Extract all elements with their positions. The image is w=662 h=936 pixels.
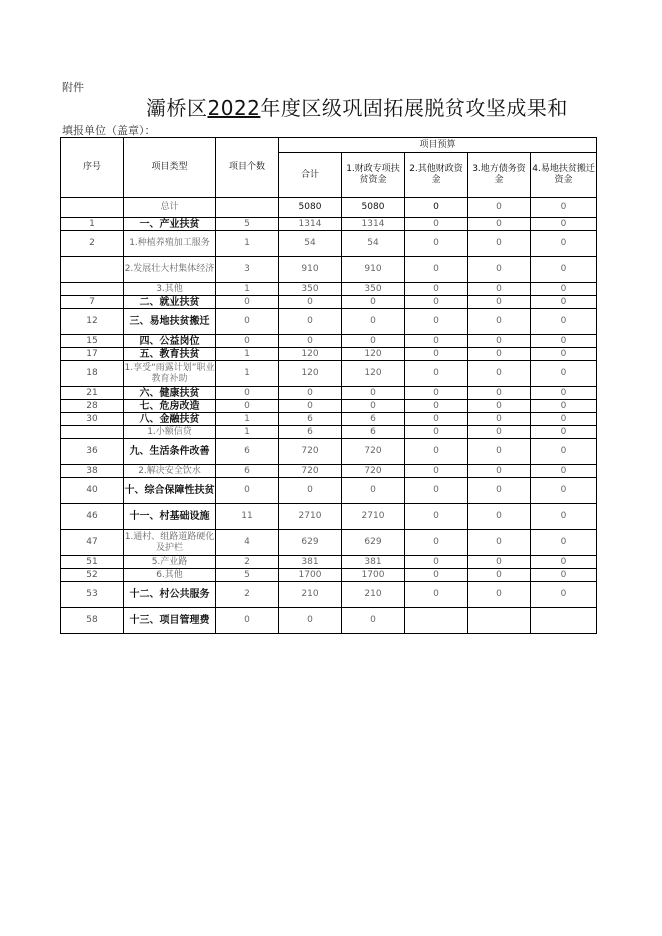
row-count-cell: 0	[216, 309, 279, 335]
table-row	[61, 400, 597, 413]
header-fin2: 2.其他财政资金	[405, 153, 468, 198]
row-fin2-cell: 0	[405, 387, 468, 400]
header-fin1: 1.财政专项扶贫资金	[342, 153, 405, 198]
row-fin2-cell: 0	[405, 283, 468, 296]
row-fin3-cell: 0	[468, 348, 531, 361]
row-fin1-cell: 0	[342, 296, 405, 309]
row-fin1-cell: 210	[342, 582, 405, 608]
row-fin3-cell: 0	[468, 296, 531, 309]
row-count-cell: 1	[216, 348, 279, 361]
row-fin3-cell: 0	[468, 309, 531, 335]
row-type-cell: 七、危房改造	[124, 400, 216, 413]
row-fin2-cell: 0	[405, 413, 468, 426]
row-fin1-cell: 0	[342, 400, 405, 413]
header-fin3: 3.地方债务资金	[468, 153, 531, 198]
row-count-cell: 6	[216, 465, 279, 478]
row-total-cell: 120	[279, 361, 342, 387]
row-idx-cell: 40	[61, 478, 124, 504]
row-type-cell: 十一、村基础设施	[124, 504, 216, 530]
row-fin1-cell: 910	[342, 257, 405, 283]
row-type-cell: 2.解决安全饮水	[124, 465, 216, 478]
row-count-cell: 1	[216, 413, 279, 426]
table-row	[61, 361, 597, 387]
row-idx-cell: 2	[61, 231, 124, 257]
row-idx-cell	[61, 257, 124, 283]
row-fin2-cell: 0	[405, 478, 468, 504]
row-fin3-cell: 0	[468, 283, 531, 296]
row-idx-cell: 36	[61, 439, 124, 465]
row-total-cell: 720	[279, 439, 342, 465]
row-idx-cell: 21	[61, 387, 124, 400]
row-fin2-cell: 0	[405, 198, 468, 218]
row-fin3-cell: 0	[468, 361, 531, 387]
row-fin4-cell: 0	[531, 296, 597, 309]
row-count-cell: 0	[216, 387, 279, 400]
row-fin1-cell: 6	[342, 426, 405, 439]
row-fin2-cell	[405, 608, 468, 634]
row-type-cell: 1.通村、组路道路硬化及护栏	[124, 530, 216, 556]
header-count: 项目个数	[216, 138, 279, 198]
row-total-cell: 0	[279, 335, 342, 348]
row-fin1-cell: 54	[342, 231, 405, 257]
row-fin2-cell: 0	[405, 439, 468, 465]
row-idx-cell: 38	[61, 465, 124, 478]
row-fin4-cell: 0	[531, 198, 597, 218]
row-total-cell: 0	[279, 400, 342, 413]
row-idx-cell: 52	[61, 569, 124, 582]
row-idx-cell: 15	[61, 335, 124, 348]
row-type-cell: 三、易地扶贫搬迁	[124, 309, 216, 335]
header-fin4: 4.易地扶贫搬迁资金	[531, 153, 597, 198]
header-type: 项目类型	[124, 138, 216, 198]
reporting-unit-label: 填报单位（盖章）：	[62, 124, 156, 137]
row-idx-cell	[61, 198, 124, 218]
table-body	[61, 198, 597, 634]
row-fin1-cell: 0	[342, 478, 405, 504]
row-idx-cell: 7	[61, 296, 124, 309]
row-total-cell: 350	[279, 283, 342, 296]
row-type-cell: 十二、村公共服务	[124, 582, 216, 608]
header-idx: 序号	[61, 138, 124, 198]
row-type-cell: 5.产业路	[124, 556, 216, 569]
table-row	[61, 218, 597, 231]
table-row	[61, 309, 597, 335]
row-fin2-cell: 0	[405, 426, 468, 439]
row-idx-cell: 47	[61, 530, 124, 556]
row-fin2-cell: 0	[405, 504, 468, 530]
row-count-cell: 1	[216, 426, 279, 439]
row-count-cell: 1	[216, 231, 279, 257]
row-fin4-cell: 0	[531, 478, 597, 504]
row-fin2-cell: 0	[405, 556, 468, 569]
row-idx-cell: 17	[61, 348, 124, 361]
row-count-cell: 1	[216, 283, 279, 296]
row-fin2-cell: 0	[405, 335, 468, 348]
header-budget: 项目预算	[279, 138, 597, 153]
title-suffix: 年度区级巩固拓展脱贫攻坚成果和	[260, 96, 568, 120]
row-fin2-cell: 0	[405, 361, 468, 387]
row-total-cell: 1700	[279, 569, 342, 582]
row-fin4-cell: 0	[531, 439, 597, 465]
header-total: 合计	[279, 153, 342, 198]
row-count-cell: 2	[216, 582, 279, 608]
row-fin3-cell: 0	[468, 400, 531, 413]
row-fin1-cell: 5080	[342, 198, 405, 218]
row-fin3-cell: 0	[468, 335, 531, 348]
row-count-cell: 5	[216, 569, 279, 582]
row-total-cell: 0	[279, 296, 342, 309]
table-row	[61, 478, 597, 504]
row-idx-cell: 51	[61, 556, 124, 569]
row-idx-cell: 53	[61, 582, 124, 608]
row-total-cell: 5080	[279, 198, 342, 218]
row-fin3-cell: 0	[468, 478, 531, 504]
row-idx-cell	[61, 426, 124, 439]
row-count-cell	[216, 198, 279, 218]
row-type-cell: 六、健康扶贫	[124, 387, 216, 400]
row-idx-cell: 30	[61, 413, 124, 426]
row-type-cell: 十三、项目管理费	[124, 608, 216, 634]
row-type-cell: 四、公益岗位	[124, 335, 216, 348]
row-count-cell: 1	[216, 361, 279, 387]
row-count-cell: 5	[216, 218, 279, 231]
annex-label: 附件	[62, 81, 84, 94]
table-row	[61, 569, 597, 582]
row-total-cell: 0	[279, 608, 342, 634]
row-idx-cell: 28	[61, 400, 124, 413]
row-fin1-cell: 720	[342, 465, 405, 478]
row-fin3-cell: 0	[468, 530, 531, 556]
row-type-cell: 九、生活条件改善	[124, 439, 216, 465]
row-idx-cell: 18	[61, 361, 124, 387]
row-fin2-cell: 0	[405, 309, 468, 335]
row-fin3-cell: 0	[468, 439, 531, 465]
table-row	[61, 231, 597, 257]
row-type-cell: 总计	[124, 198, 216, 218]
row-type-cell: 八、金融扶贫	[124, 413, 216, 426]
row-fin3-cell: 0	[468, 582, 531, 608]
title-prefix: 灞桥区	[146, 96, 208, 120]
row-type-cell: 一、产业扶贫	[124, 218, 216, 231]
row-total-cell: 0	[279, 309, 342, 335]
row-fin3-cell: 0	[468, 387, 531, 400]
row-fin1-cell: 0	[342, 309, 405, 335]
table-row	[61, 530, 597, 556]
row-fin2-cell: 0	[405, 582, 468, 608]
row-fin4-cell: 0	[531, 426, 597, 439]
row-fin4-cell: 0	[531, 530, 597, 556]
row-idx-cell: 58	[61, 608, 124, 634]
row-fin4-cell: 0	[531, 465, 597, 478]
table-row	[61, 335, 597, 348]
row-type-cell: 二、就业扶贫	[124, 296, 216, 309]
table-row	[61, 413, 597, 426]
row-idx-cell	[61, 283, 124, 296]
row-fin1-cell: 720	[342, 439, 405, 465]
row-fin4-cell	[531, 608, 597, 634]
row-fin4-cell: 0	[531, 361, 597, 387]
row-count-cell: 0	[216, 296, 279, 309]
row-type-cell: 五、教育扶贫	[124, 348, 216, 361]
row-count-cell: 4	[216, 530, 279, 556]
row-fin3-cell: 0	[468, 413, 531, 426]
row-count-cell: 0	[216, 335, 279, 348]
table-row	[61, 608, 597, 634]
row-fin3-cell: 0	[468, 465, 531, 478]
row-idx-cell: 1	[61, 218, 124, 231]
row-fin1-cell: 0	[342, 335, 405, 348]
row-fin1-cell: 0	[342, 608, 405, 634]
row-fin1-cell: 120	[342, 348, 405, 361]
row-count-cell: 3	[216, 257, 279, 283]
table-row	[61, 296, 597, 309]
row-fin4-cell: 0	[531, 556, 597, 569]
row-total-cell: 6	[279, 413, 342, 426]
row-total-cell: 6	[279, 426, 342, 439]
row-total-cell: 0	[279, 478, 342, 504]
row-fin1-cell: 1314	[342, 218, 405, 231]
row-total-cell: 1314	[279, 218, 342, 231]
row-fin4-cell: 0	[531, 231, 597, 257]
row-type-cell: 3.其他	[124, 283, 216, 296]
row-type-cell: 十、综合保障性扶贫	[124, 478, 216, 504]
table-row	[61, 257, 597, 283]
row-fin2-cell: 0	[405, 231, 468, 257]
row-fin3-cell: 0	[468, 218, 531, 231]
row-fin4-cell: 0	[531, 348, 597, 361]
header-row-1	[61, 138, 597, 153]
row-fin3-cell: 0	[468, 556, 531, 569]
row-fin3-cell: 0	[468, 504, 531, 530]
row-fin2-cell: 0	[405, 218, 468, 231]
row-fin4-cell: 0	[531, 413, 597, 426]
row-total-cell: 120	[279, 348, 342, 361]
row-fin3-cell: 0	[468, 231, 531, 257]
row-fin2-cell: 0	[405, 348, 468, 361]
row-fin1-cell: 0	[342, 387, 405, 400]
row-fin4-cell: 0	[531, 218, 597, 231]
row-idx-cell: 46	[61, 504, 124, 530]
table-row	[61, 582, 597, 608]
row-fin3-cell: 0	[468, 198, 531, 218]
row-fin1-cell: 6	[342, 413, 405, 426]
row-total-cell: 629	[279, 530, 342, 556]
table-row	[61, 504, 597, 530]
row-total-cell: 210	[279, 582, 342, 608]
row-fin3-cell	[468, 608, 531, 634]
row-fin1-cell: 629	[342, 530, 405, 556]
budget-table	[60, 137, 597, 634]
title-year: 2022	[207, 96, 261, 120]
row-total-cell: 910	[279, 257, 342, 283]
row-count-cell: 0	[216, 608, 279, 634]
row-count-cell: 0	[216, 478, 279, 504]
table-row	[61, 283, 597, 296]
row-type-cell: 1.种植养殖加工服务	[124, 231, 216, 257]
row-fin2-cell: 0	[405, 465, 468, 478]
row-fin4-cell: 0	[531, 400, 597, 413]
row-fin2-cell: 0	[405, 296, 468, 309]
row-fin1-cell: 1700	[342, 569, 405, 582]
row-fin4-cell: 0	[531, 283, 597, 296]
row-idx-cell: 12	[61, 309, 124, 335]
row-fin4-cell: 0	[531, 335, 597, 348]
row-total-cell: 2710	[279, 504, 342, 530]
row-fin1-cell: 2710	[342, 504, 405, 530]
table-row	[61, 387, 597, 400]
row-type-cell: 1.小额信贷	[124, 426, 216, 439]
row-fin3-cell: 0	[468, 569, 531, 582]
row-fin1-cell: 350	[342, 283, 405, 296]
table-row	[61, 348, 597, 361]
row-fin4-cell: 0	[531, 504, 597, 530]
table-row	[61, 198, 597, 218]
row-fin1-cell: 381	[342, 556, 405, 569]
row-total-cell: 0	[279, 387, 342, 400]
table-row	[61, 465, 597, 478]
row-count-cell: 11	[216, 504, 279, 530]
row-count-cell: 6	[216, 439, 279, 465]
row-type-cell: 1.享受“雨露计划”职业教育补助	[124, 361, 216, 387]
row-fin1-cell: 120	[342, 361, 405, 387]
row-count-cell: 0	[216, 400, 279, 413]
row-fin4-cell: 0	[531, 582, 597, 608]
table-row	[61, 556, 597, 569]
document-title	[146, 92, 568, 121]
row-fin2-cell: 0	[405, 257, 468, 283]
row-type-cell: 2.发展壮大村集体经济	[124, 257, 216, 283]
row-total-cell: 54	[279, 231, 342, 257]
row-count-cell: 2	[216, 556, 279, 569]
table-row	[61, 426, 597, 439]
row-total-cell: 720	[279, 465, 342, 478]
row-fin4-cell: 0	[531, 309, 597, 335]
row-type-cell: 6.其他	[124, 569, 216, 582]
row-fin2-cell: 0	[405, 530, 468, 556]
row-fin2-cell: 0	[405, 569, 468, 582]
row-fin2-cell: 0	[405, 400, 468, 413]
row-fin4-cell: 0	[531, 387, 597, 400]
table-row	[61, 439, 597, 465]
row-fin4-cell: 0	[531, 569, 597, 582]
row-fin3-cell: 0	[468, 426, 531, 439]
row-fin4-cell: 0	[531, 257, 597, 283]
row-total-cell: 381	[279, 556, 342, 569]
row-fin3-cell: 0	[468, 257, 531, 283]
